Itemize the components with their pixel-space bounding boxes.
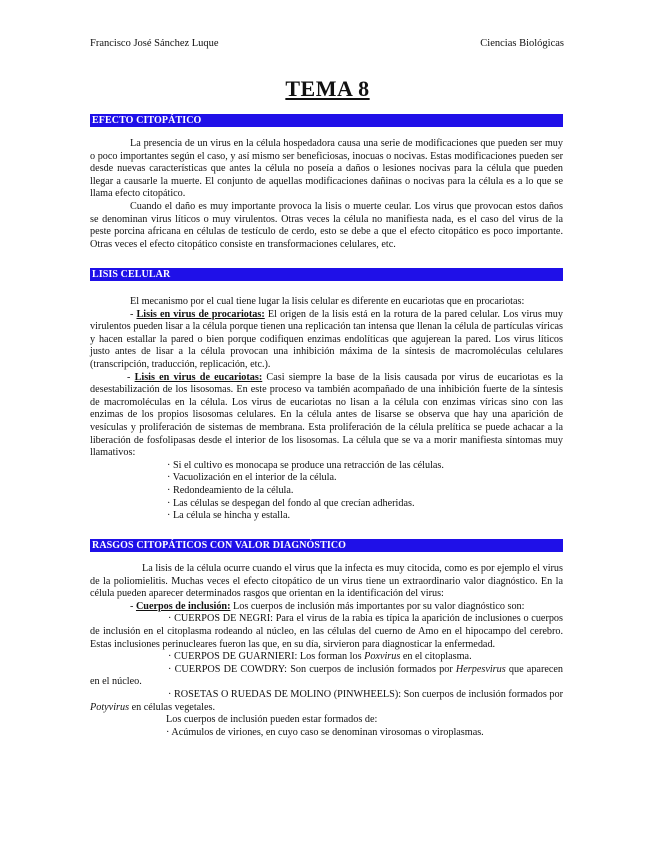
paragraph: Cuando el daño es muy importante provoca la lisis o muerte ceular. Los virus que provocan estos daños se denominan virus líticos o muy virulentos. Otras veces la célula no manifiesta nada, es el caso del virus de la peste porcina africana en células de testículo de cerdo, esto se debe a que el efecto citopático es poco importante. Otras veces el efecto citopático consiste en transformaciones celulares, etc. — [90, 200, 563, 250]
paragraph — [90, 689, 563, 714]
term-label: Cuerpos de inclusión: — [135, 600, 231, 612]
taxon-name: Herpesvirus — [455, 663, 506, 675]
section-body-rasgos — [90, 563, 563, 739]
dash: - — [130, 308, 137, 320]
text-run: en células vegetales. — [129, 701, 216, 713]
text-run: en el citoplasma. — [400, 651, 472, 663]
list-item: · Las células se despegan del fondo al que crecían adheridas. — [167, 497, 415, 509]
paragraph: La presencia de un virus en la célula hospedadora causa una serie de modificaciones que pueden ser muy o poco importantes según el caso, y así mismo ser beneficiosas, inocuas o nocivas. Estas modificaciones pueden ser desde nuevas características que antes la célula no poseía a daños o lesiones nocivas para la célula que pueden llegar a causarle la muerte. El conjunto de aquellas modificaciones dañinas o nocivas para la célula es a lo que se llama efecto citopático. — [90, 138, 563, 200]
text-run: que aparecen en el núcleo. — [90, 663, 563, 688]
header-subject: Ciencias Biológicas — [480, 38, 564, 49]
dash: - — [127, 371, 135, 383]
list-item: · Redondeamiento de la célula. — [167, 484, 294, 496]
text-run: · CUERPOS DE GUARNIERI: Los forman los — [168, 651, 365, 663]
term-label: Lisis en virus de eucariotas: — [134, 371, 263, 383]
section-body-lisis — [90, 296, 563, 523]
page-title: TEMA 8 — [285, 76, 370, 101]
section-body-efecto — [90, 138, 563, 251]
term-label: Lisis en virus de procariotas: — [136, 308, 265, 320]
header-author: Francisco José Sánchez Luque — [90, 38, 219, 49]
paragraph — [90, 664, 563, 689]
paragraph: La lisis de la célula ocurre cuando el virus que la infecta es muy citocida, como es por ejemplo el virus de la poliomielitis. Muchas veces el efecto citopático de un virus tiene un extraordinario valor diagnóstico. En la célula pueden aparecer determinados rasgos que orientan en la identificación del virus: — [90, 563, 563, 600]
section-heading-efecto: EFECTO CITOPÁTICO — [90, 114, 563, 127]
taxon-name: Poxvirus — [364, 651, 401, 663]
term-text: Casi siempre la base de la lisis causada por virus de eucariotas es la desestabilización de los lisosomas. En este proceso va también acompañado de una inhibición fuerte de la síntesis de macromoléculas en la célula. Los virus de eucariotas no lisan a la célula con enzimas víricas sino con las enzimas de los propios lisosomas celulares. En la célula antes de lisarse se observa que hay una aparición de vesículas y proliferación de sistemas de membrana. Esta proliferación de la célula prelítica se puede achacar a la liberación de fosfolipasas desde el interior de los lisosomas. La célula que se va a morir manifiesta síntomas muy llamativos: — [90, 371, 563, 459]
taxon-name: Potyvirus — [90, 701, 130, 713]
text-run: · ROSETAS O RUEDAS DE MOLINO (PINWHEELS): Son cuerpos de inclusión formados por — [168, 688, 563, 700]
text-run: · CUERPOS DE COWDRY: Son cuerpos de inclusión formados por — [168, 663, 456, 675]
symptom-list — [90, 460, 563, 523]
paragraph — [90, 601, 563, 614]
paragraph — [90, 651, 563, 664]
paragraph: · CUERPOS DE NEGRI: Para el virus de la rabia es típica la aparición de inclusiones o cuerpos de inclusión en el citoplasma rodeando al núcleo, en las células del cuerno de Amo en el hipocampo del cerebro. Estas inclusiones perinucleares fueron las que, en su día, sirvieron para diagnosticar la enfermedad. — [90, 613, 563, 650]
term-text: Los cuerpos de inclusión más importantes por su valor diagnóstico son: — [230, 600, 525, 612]
term-text: El origen de la lisis está en la rotura de la pared celular. Los virus muy virulentos pueden lisar a la célula porque tienen una replicación tan intensa que llenan la célula de partículas víricas y hacen estallar la pared o bien porque codifiquen enzimas endolíticas que agujerean la pared. Los virus líticos justo antes de lisar a la célula provocan una inhibición máxima de la síntesis de macromoléculas celulares (transcripción, traducción, replicación, etc.). — [90, 308, 563, 370]
dash: - — [130, 600, 136, 612]
list-item: · La célula se hincha y estalla. — [167, 510, 291, 522]
section-heading-lisis: LISIS CELULAR — [90, 268, 563, 281]
paragraph: · Acúmulos de viriones, en cuyo caso se denominan virosomas o viroplasmas. — [166, 726, 484, 738]
section-heading-rasgos: RASGOS CITOPÁTICOS CON VALOR DIAGNÓSTICO — [90, 539, 563, 552]
paragraph — [90, 372, 563, 460]
paragraph: El mecanismo por el cual tiene lugar la lisis celular es diferente en eucariotas que en procariotas: — [130, 296, 525, 307]
list-item: · Vacuolización en el interior de la célula. — [167, 472, 337, 484]
paragraph: Los cuerpos de inclusión pueden estar formados de: — [166, 714, 378, 726]
list-item: · Si el cultivo es monocapa se produce una retracción de las células. — [167, 459, 444, 471]
paragraph — [90, 309, 563, 372]
